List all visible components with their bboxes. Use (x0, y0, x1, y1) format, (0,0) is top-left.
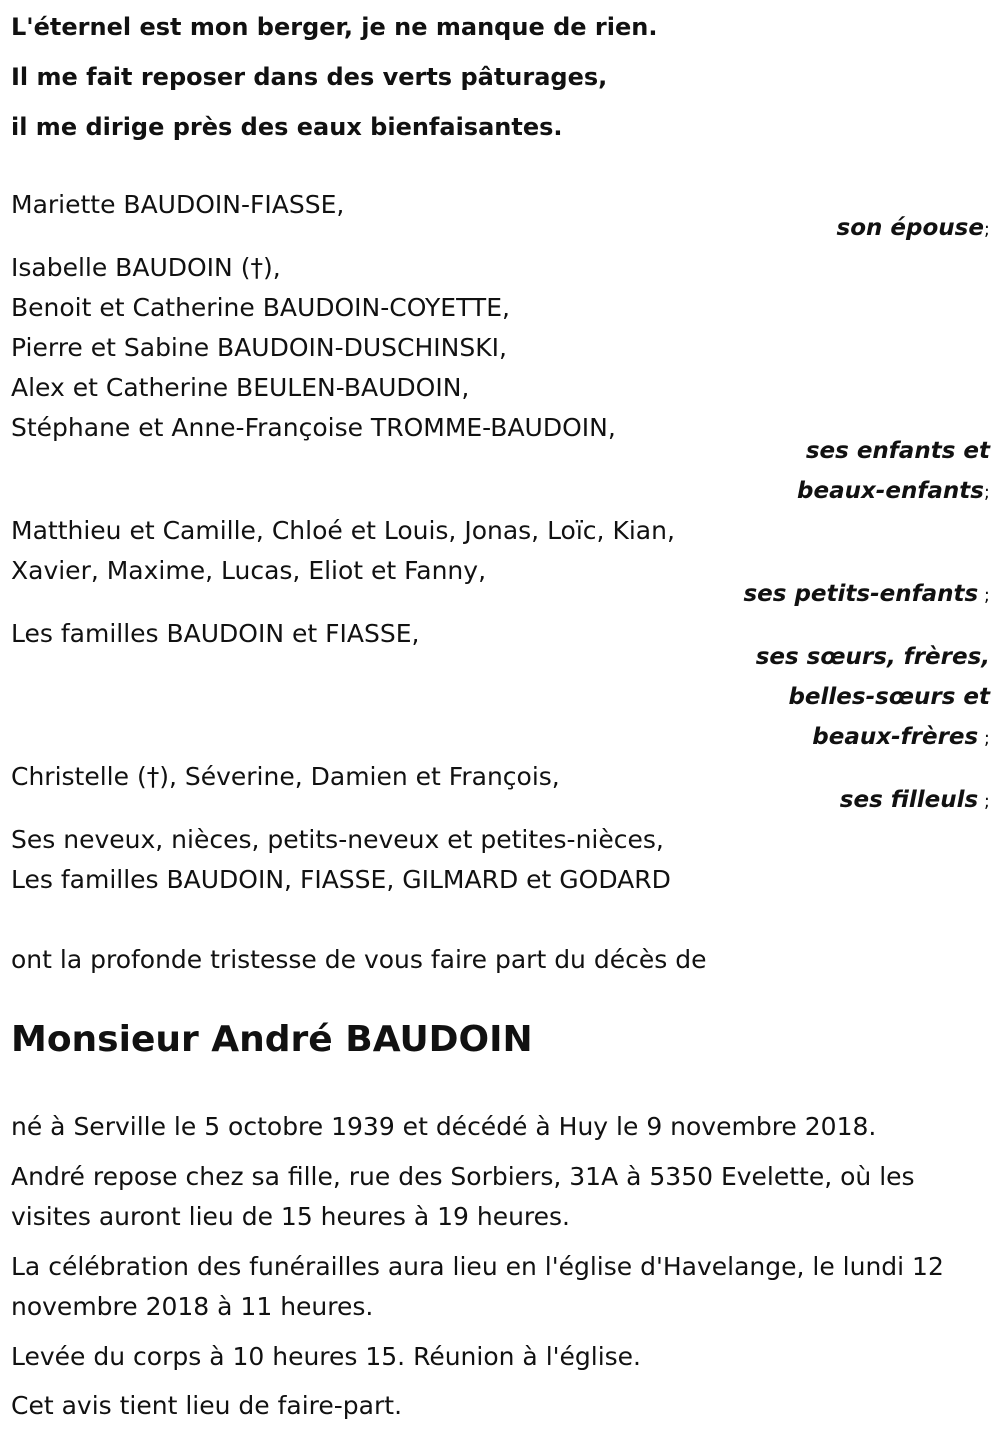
verse-line-2: Il me fait reposer dans des verts pâturages, (11, 63, 608, 91)
godchildren-role: ses filleuls ; (839, 787, 990, 813)
child-name: Isabelle BAUDOIN (†), (11, 253, 281, 282)
deceased-name: Monsieur André BAUDOIN (11, 1019, 533, 1060)
children-role-line-2: beaux-enfants; (797, 478, 990, 504)
verse-line-3: il me dirige près des eaux bienfaisantes. (11, 113, 563, 141)
child-name: Benoit et Catherine BAUDOIN-COYETTE, (11, 293, 510, 322)
spouse-role: son épouse; (836, 215, 990, 241)
children-role-line-1: ses enfants et (805, 438, 990, 464)
others-line: Les familles BAUDOIN, FIASSE, GILMARD et GODARD (11, 865, 671, 894)
spouse-name: Mariette BAUDOIN-FIASSE, (11, 190, 345, 219)
procession-line: Levée du corps à 10 heures 15. Réunion à l'église. (11, 1342, 642, 1371)
others-line: Ses neveux, nièces, petits-neveux et petites-nièces, (11, 825, 664, 854)
child-name: Stéphane et Anne-Françoise TROMME-BAUDOIN, (11, 413, 616, 442)
grandchildren-role: ses petits-enfants ; (743, 581, 990, 607)
funeral-line-2: novembre 2018 à 11 heures. (11, 1292, 374, 1321)
announcement-text: ont la profonde tristesse de vous faire part du décès de (11, 945, 707, 974)
birth-death-line: né à Serville le 5 octobre 1939 et décédé à Huy le 9 novembre 2018. (11, 1112, 877, 1141)
notice-line: Cet avis tient lieu de faire-part. (11, 1391, 403, 1420)
child-name: Alex et Catherine BEULEN-BAUDOIN, (11, 373, 470, 402)
visitation-line-1: André repose chez sa fille, rue des Sorbiers, 31A à 5350 Evelette, où les (11, 1162, 915, 1191)
siblings-name: Les familles BAUDOIN et FIASSE, (11, 619, 420, 648)
child-name: Pierre et Sabine BAUDOIN-DUSCHINSKI, (11, 333, 507, 362)
siblings-role-line-1: ses sœurs, frères, (755, 644, 990, 670)
visitation-line-2: visites auront lieu de 15 heures à 19 heures. (11, 1202, 570, 1231)
verse-line-1: L'éternel est mon berger, je ne manque de rien. (11, 13, 658, 41)
siblings-role-line-3: beaux-frères ; (812, 724, 990, 750)
siblings-role-line-2: belles-sœurs et (788, 684, 990, 710)
godchildren-name: Christelle (†), Séverine, Damien et François, (11, 762, 560, 791)
funeral-line-1: La célébration des funérailles aura lieu en l'église d'Havelange, le lundi 12 (11, 1252, 944, 1281)
grandchildren-line: Matthieu et Camille, Chloé et Louis, Jonas, Loïc, Kian, (11, 516, 675, 545)
grandchildren-line: Xavier, Maxime, Lucas, Eliot et Fanny, (11, 556, 487, 585)
